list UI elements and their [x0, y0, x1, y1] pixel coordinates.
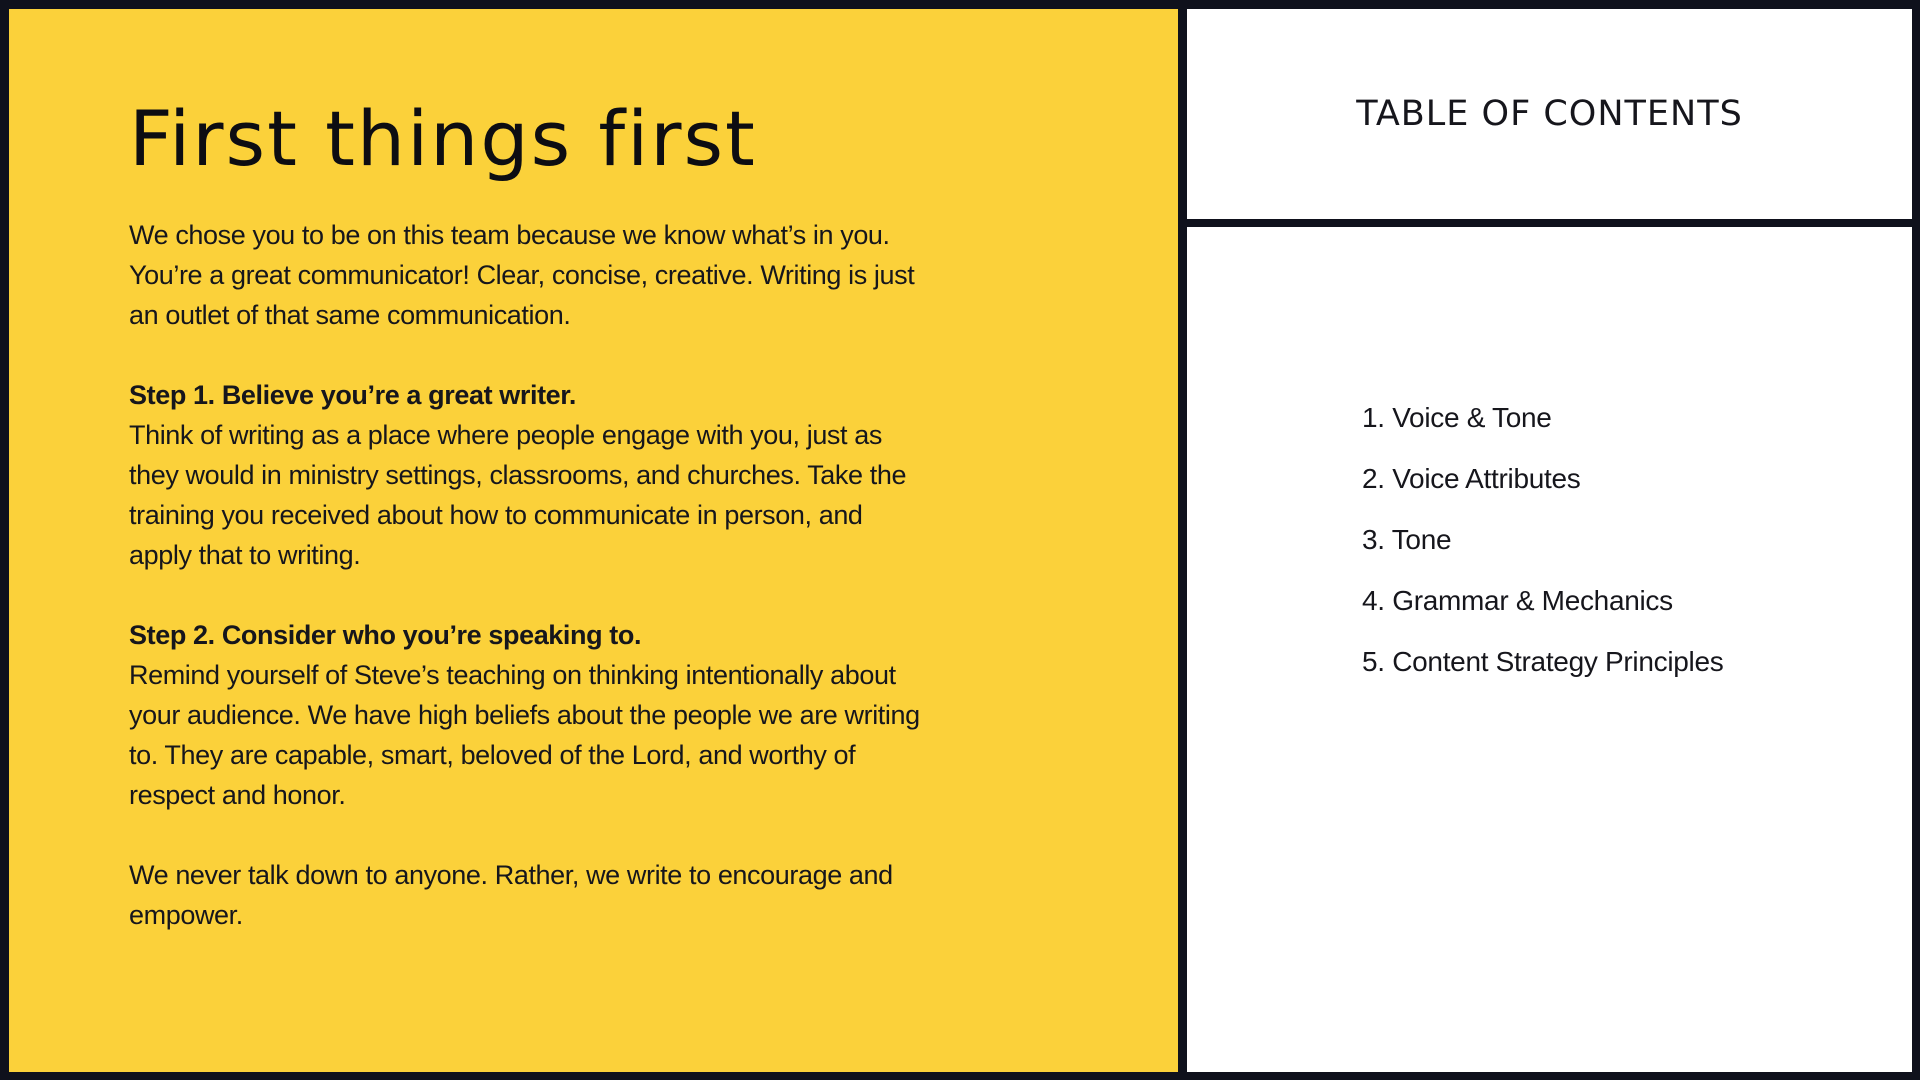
- toc-title: TABLE OF CONTENTS: [1356, 94, 1743, 134]
- toc-item-content-strategy-principles[interactable]: 5. Content Strategy Principles: [1362, 646, 1724, 677]
- step-1-heading: Step 1. Believe you’re a great writer.: [129, 380, 577, 410]
- toc-header-panel: [1187, 9, 1912, 219]
- intro-paragraph: We chose you to be on this team because we know what’s in you. You’re a great communicator! Clear, concise, creative. Writing is just an outlet of that same communication.: [129, 220, 915, 330]
- toc-list: [1362, 387, 1723, 692]
- step-2-section: [129, 615, 929, 815]
- step-1-section: [129, 375, 929, 575]
- toc-item-grammar-and-mechanics[interactable]: 4. Grammar & Mechanics: [1362, 585, 1673, 616]
- page-title: First things first: [129, 94, 757, 183]
- intro-panel: [9, 9, 1178, 1072]
- step-1-text: Think of writing as a place where people engage with you, just as they would in ministry settings, classrooms, and churches. Take the training you received about how to communicate in person, and apply that to writing.: [129, 420, 907, 570]
- step-2-heading: Step 2. Consider who you’re speaking to.: [129, 620, 642, 650]
- toc-item-voice-and-tone[interactable]: 1. Voice & Tone: [1362, 402, 1552, 433]
- toc-item-voice-attributes[interactable]: 2. Voice Attributes: [1362, 463, 1581, 494]
- closing-paragraph: We never talk down to anyone. Rather, we write to encourage and empower.: [129, 860, 893, 930]
- toc-item-tone[interactable]: 3. Tone: [1362, 524, 1452, 555]
- intro-body: [129, 215, 929, 935]
- toc-list-panel: [1187, 227, 1912, 1072]
- step-2-text: Remind yourself of Steve’s teaching on thinking intentionally about your audience. We have high beliefs about the people we are writing to. They are capable, smart, beloved of the Lord, and worthy of respect and honor.: [129, 660, 920, 810]
